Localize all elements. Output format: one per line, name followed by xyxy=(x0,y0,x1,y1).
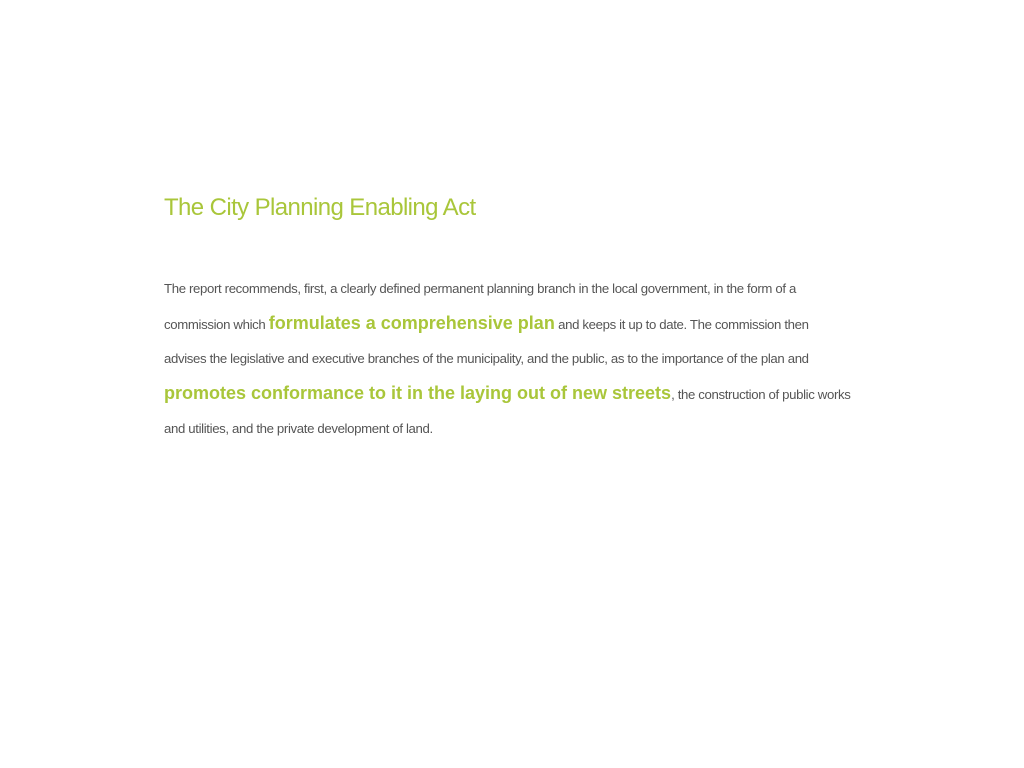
emphasis-conformance: promotes conformance to it in the laying out of new streets xyxy=(164,383,672,403)
slide-title: The City Planning Enabling Act xyxy=(164,194,476,221)
emphasis-comprehensive-plan: formulates a comprehensive plan xyxy=(268,313,555,333)
body-text-segment-1: The report recommends, first, a clearly defined permanent planning branch in the local government, in the form of a commission which xyxy=(164,281,796,332)
body-paragraph xyxy=(164,272,854,446)
body-text-segment-2: and keeps it up to date. The commission then advises the legislative and executive branches of the municipality, and the public, as to the importance of the plan and xyxy=(164,317,809,366)
body-text-segment-3: , the construction of public works and utilities, and the private development of land. xyxy=(164,387,851,436)
